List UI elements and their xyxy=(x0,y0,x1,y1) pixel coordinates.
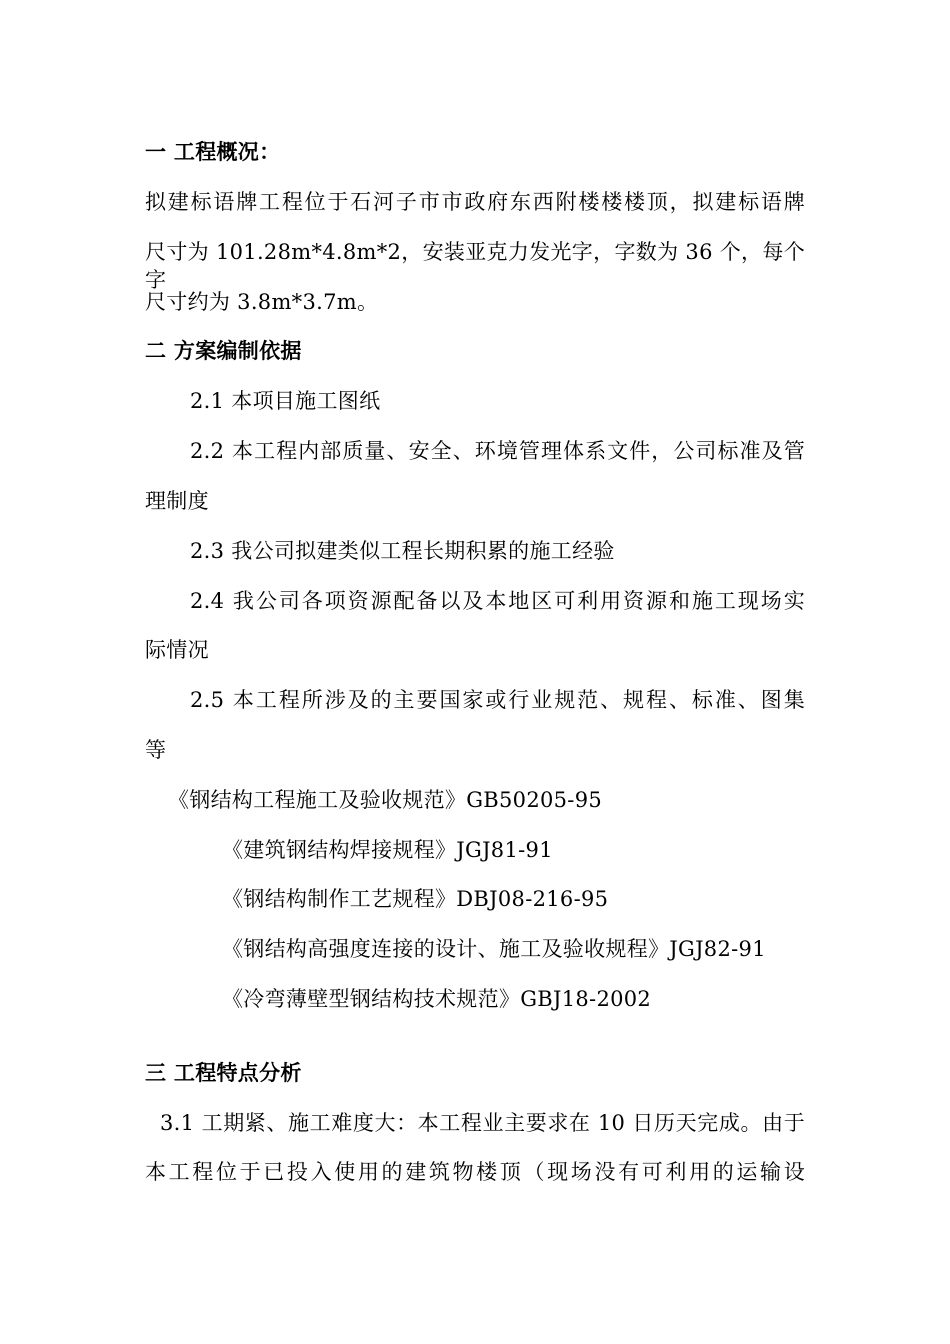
basis-item-2-4-line-2: 际情况 xyxy=(145,638,209,662)
section-1-line-3: 尺寸约为 3.8m*3.7m。 xyxy=(145,290,379,314)
basis-item-2-1: 2.1 本项目施工图纸 xyxy=(190,389,381,413)
basis-item-2-4-line-1: 2.4 我公司各项资源配备以及本地区可利用资源和施工现场实 xyxy=(190,589,805,613)
section-1-heading: 一 工程概况： xyxy=(145,139,281,164)
basis-item-2-3: 2.3 我公司拟建类似工程长期积累的施工经验 xyxy=(190,539,615,563)
basis-item-2-2-line-1: 2.2 本工程内部质量、安全、环境管理体系文件，公司标准及管 xyxy=(190,439,805,463)
section-2-heading: 二 方案编制依据 xyxy=(145,338,302,363)
section-3-heading: 三 工程特点分析 xyxy=(145,1060,302,1085)
section-1-line-1: 拟建标语牌工程位于石河子市市政府东西附楼楼楼顶，拟建标语牌 xyxy=(145,190,805,214)
reference-standard-5: 《冷弯薄壁型钢结构技术规范》GBJ18-2002 xyxy=(222,987,652,1011)
section-1-line-2: 尺寸为 101.28m*4.8m*2，安装亚克力发光字，字数为 36 个，每个字 xyxy=(145,240,805,292)
section-3-para-line-1: 3.1 工期紧、施工难度大：本工程业主要求在 10 日历天完成。由于 xyxy=(160,1111,805,1135)
section-3-para-line-2: 本工程位于已投入使用的建筑物楼顶（现场没有可利用的运输设 xyxy=(145,1160,805,1184)
reference-standard-3: 《钢结构制作工艺规程》DBJ08-216-95 xyxy=(222,887,609,911)
reference-standard-1: 《钢结构工程施工及验收规范》GB50205-95 xyxy=(168,788,603,812)
reference-standard-4: 《钢结构高强度连接的设计、施工及验收规程》JGJ82-91 xyxy=(222,937,766,961)
basis-item-2-5-line-2: 等 xyxy=(145,738,167,762)
reference-standard-2: 《建筑钢结构焊接规程》JGJ81-91 xyxy=(222,838,553,862)
basis-item-2-2-line-2: 理制度 xyxy=(145,489,209,513)
basis-item-2-5-line-1: 2.5 本工程所涉及的主要国家或行业规范、规程、标准、图集 xyxy=(190,688,805,712)
